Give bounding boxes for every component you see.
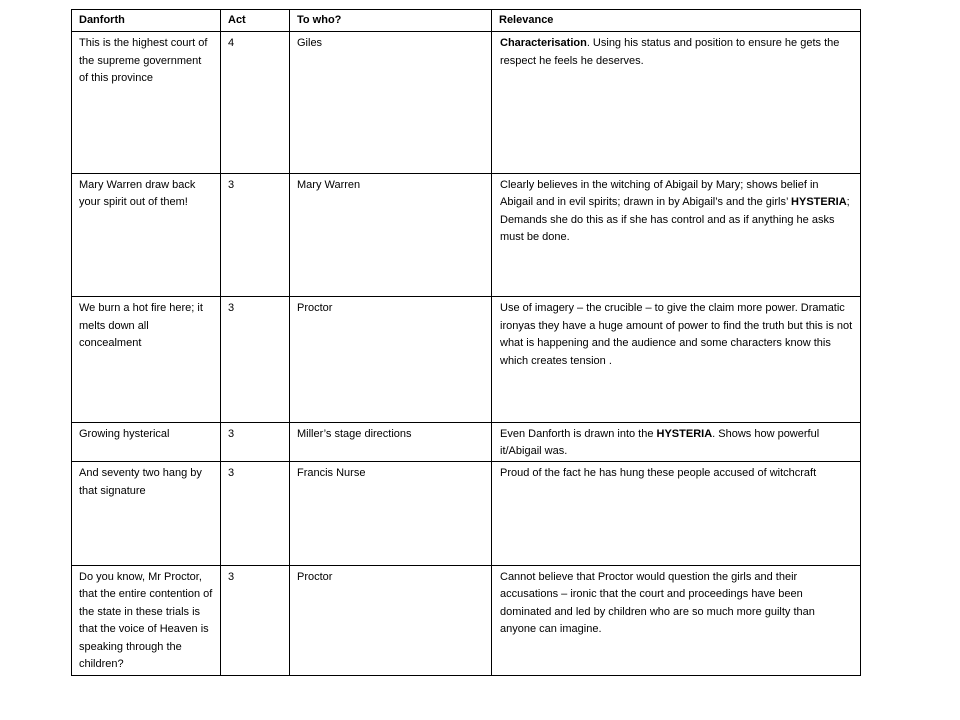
quote-cell: This is the highest court of the supreme government of this province — [72, 32, 221, 174]
relevance-bold: HYSTERIA — [656, 427, 713, 440]
act-cell: 3 — [221, 462, 290, 565]
relevance-text: . Shows how powerful it/Abigail was. — [500, 427, 820, 458]
quote-cell: We burn a hot fire here; it melts down all concealment — [72, 297, 221, 423]
relevance-text: Clearly believes in the witching of Abigail by Mary; shows belief in Abigail and in evil spirits; drawn in by Abigail’s and the girls’ — [500, 178, 819, 209]
header-quote: Danforth — [72, 10, 221, 32]
quote-cell: Mary Warren draw back your spirit out of them! — [72, 173, 221, 296]
quote-cell: And seventy two hang by that signature — [72, 462, 221, 565]
relevance-cell: Proud of the fact he has hung these people accused of witchcraft — [492, 462, 861, 565]
table-row — [72, 462, 861, 565]
table-row — [72, 565, 861, 675]
act-cell: 3 — [221, 422, 290, 461]
quote-cell: Do you know, Mr Proctor, that the entire contention of the state in these trials is that the voice of Heaven is speaking through the children? — [72, 565, 221, 675]
quotes-table — [71, 9, 861, 676]
to-who-cell: Proctor — [290, 297, 492, 423]
relevance-bold: Characterisation — [500, 37, 587, 50]
to-who-cell: Miller’s stage directions — [290, 422, 492, 461]
relevance-cell — [492, 422, 861, 461]
table-row — [72, 297, 861, 423]
table-row — [72, 422, 861, 461]
quote-cell: Growing hysterical — [72, 422, 221, 461]
header-act: Act — [221, 10, 290, 32]
act-cell: 3 — [221, 297, 290, 423]
relevance-text: . Using his status and position to ensure he gets the respect he feels he deserves. — [500, 37, 840, 67]
to-who-cell: Mary Warren — [290, 173, 492, 296]
to-who-cell: Giles — [290, 32, 492, 174]
table-row — [72, 173, 861, 296]
relevance-cell — [492, 32, 861, 174]
relevance-cell — [492, 173, 861, 296]
header-to-who: To who? — [290, 10, 492, 32]
act-cell: 3 — [221, 565, 290, 675]
act-cell: 4 — [221, 32, 290, 174]
header-row — [72, 10, 861, 32]
relevance-cell: Use of imagery – the crucible – to give the claim more power. Dramatic ironyas they have a huge amount of power to find the truth but this is not what is happening and the audience and some characters know this which creates tension . — [492, 297, 861, 423]
act-cell: 3 — [221, 173, 290, 296]
table-row — [72, 32, 861, 174]
relevance-bold: HYSTERIA — [791, 196, 847, 209]
header-relevance: Relevance — [492, 10, 861, 32]
relevance-cell: Cannot believe that Proctor would question the girls and their accusations – ironic that the court and proceedings have been dominated and led by children who are so much more guilty than anyone can imagine. — [492, 565, 861, 675]
to-who-cell: Francis Nurse — [290, 462, 492, 565]
relevance-text: Even Danforth is drawn into the — [500, 427, 657, 440]
relevance-text: ; Demands she do this as if she has control and as if anything he asks must be done. — [500, 196, 850, 244]
to-who-cell: Proctor — [290, 565, 492, 675]
